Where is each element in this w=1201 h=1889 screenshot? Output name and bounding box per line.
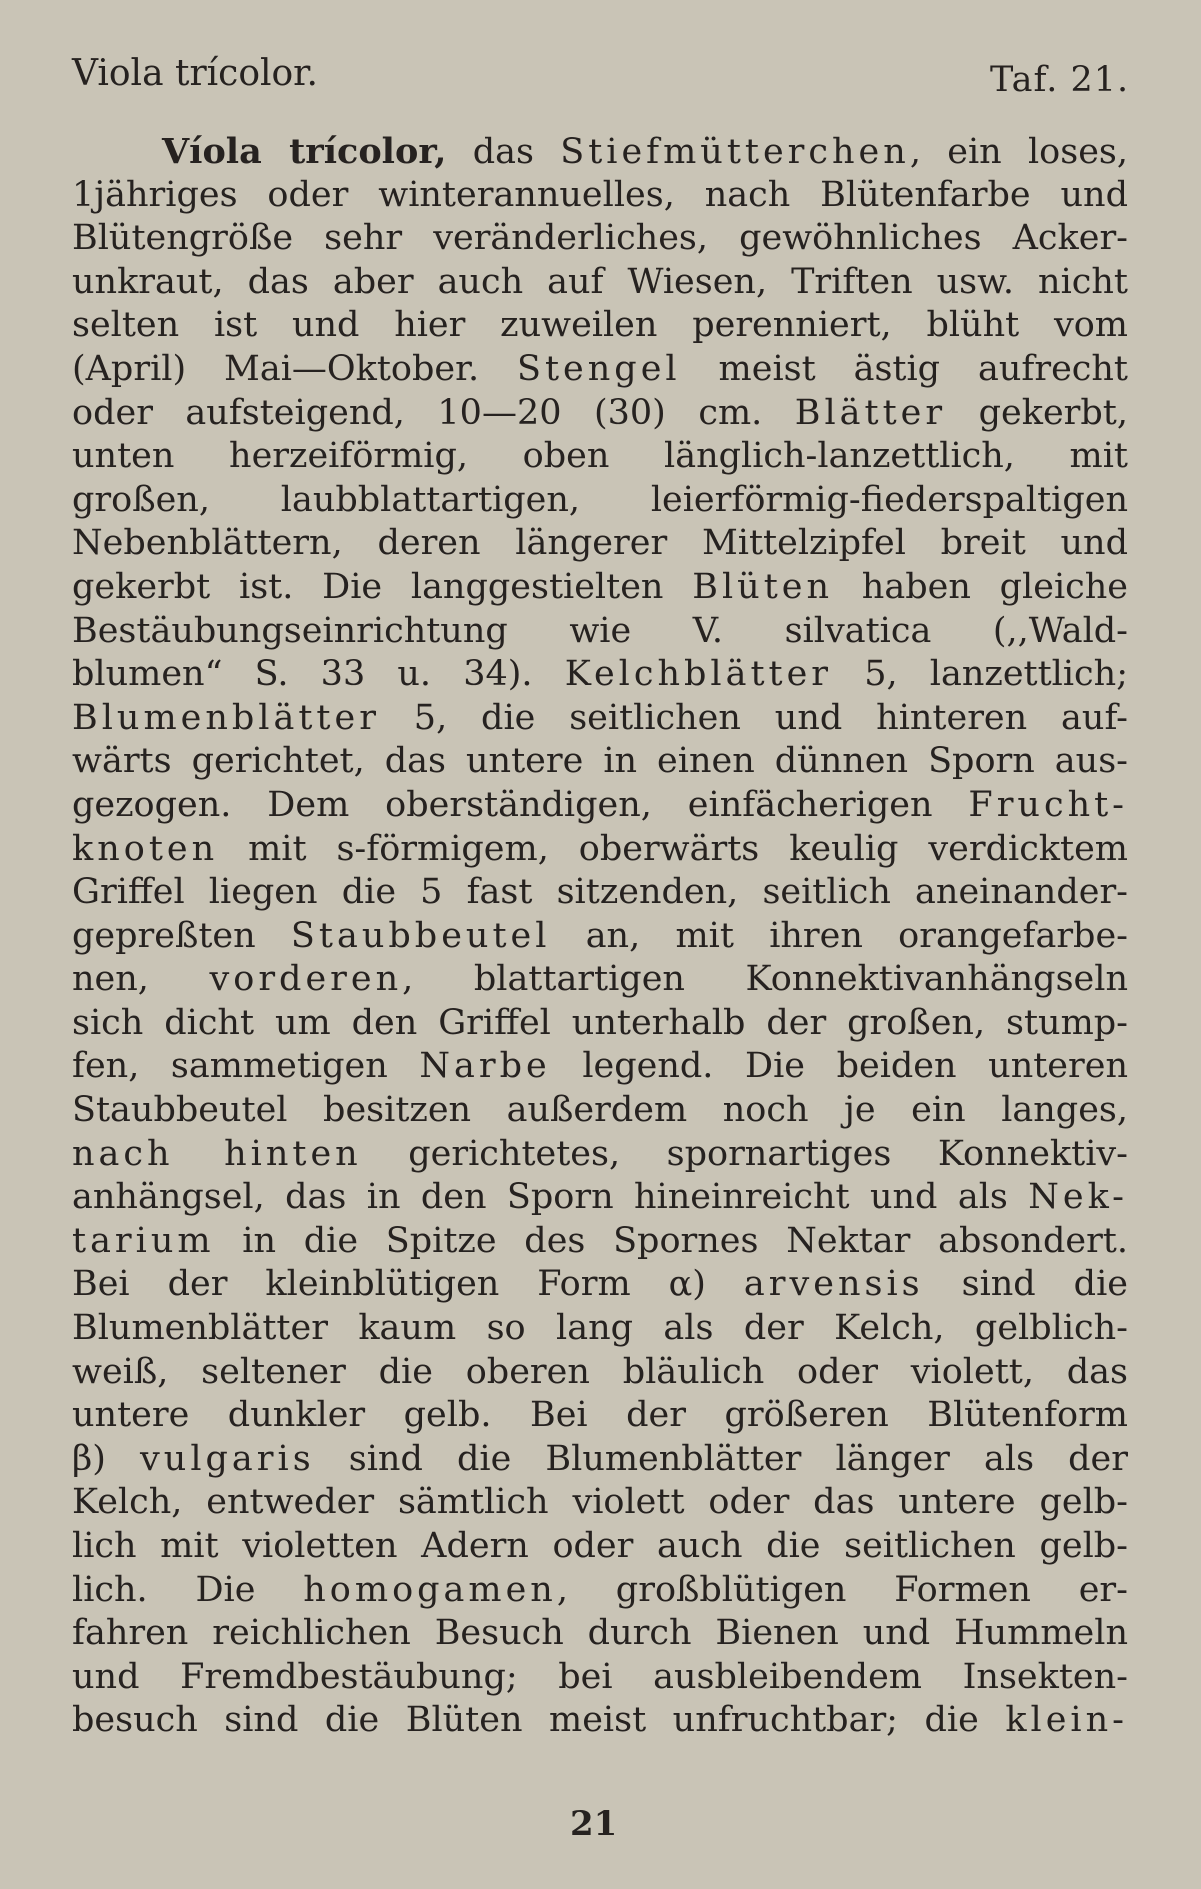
text-line-content <box>72 1525 1128 1569</box>
text-run: in die Spitze des Spornes Nektar absondert. <box>214 1220 1128 1261</box>
text-line <box>72 130 1128 174</box>
text-run: legend. Die beiden unteren <box>550 1046 1128 1087</box>
running-title: Viola trícolor. <box>72 53 318 94</box>
text-run: unten herzeiförmig, oben länglich-lanzettlich, mit <box>72 436 1128 477</box>
text-run: selten ist und hier zuweilen perenniert, blüht vom <box>72 305 1128 346</box>
text-run: (April) Mai—Oktober. <box>72 348 518 389</box>
text-line-content <box>72 566 1128 610</box>
text-line-content <box>72 1307 1128 1351</box>
text-line-content <box>72 1438 1128 1482</box>
plate-number: Taf. 21. <box>990 60 1130 100</box>
text-line <box>72 1525 1128 1569</box>
spaced-term: Narbe <box>419 1046 551 1087</box>
spaced-term: tarium <box>72 1220 215 1261</box>
text-line <box>72 479 1128 523</box>
body-text <box>72 130 1128 1743</box>
text-line <box>72 1045 1128 1089</box>
text-line-content <box>72 1263 1128 1307</box>
text-line-content <box>72 348 1128 392</box>
text-line <box>72 653 1128 697</box>
text-line <box>72 871 1128 915</box>
text-line <box>72 1089 1128 1133</box>
text-line-content <box>72 304 1128 348</box>
text-run: fen, sammetigen <box>72 1046 420 1087</box>
spaced-term: homogamen <box>303 1569 557 1610</box>
text-line-content <box>72 697 1128 741</box>
text-run: Bestäubungseinrichtung wie V. silvatica (,,Wald- <box>72 610 1128 651</box>
text-line <box>72 392 1128 436</box>
spaced-term: knoten <box>72 828 219 869</box>
text-line <box>72 915 1128 959</box>
text-line <box>72 784 1128 828</box>
text-line <box>72 1699 1128 1743</box>
text-line <box>72 740 1128 784</box>
text-run: mit s-förmigem, oberwärts keulig verdicktem <box>218 828 1128 869</box>
spaced-term: Nek- <box>1028 1177 1128 1218</box>
text-line <box>72 1176 1128 1220</box>
text-run: unkraut, das aber auch auf Wiesen, Triften usw. nicht <box>72 261 1128 302</box>
text-run: gerichtetes, spornartiges Konnektiv- <box>361 1133 1128 1174</box>
text-run: nen, <box>72 959 210 1000</box>
spaced-term: Stiefmütterchen <box>560 132 910 172</box>
text-line-content <box>72 174 1128 218</box>
bold-term: Víola trícolor, <box>162 131 447 172</box>
text-run: lich. Die <box>72 1569 304 1610</box>
text-line-content <box>72 1045 1128 1089</box>
text-line-content <box>72 1656 1128 1700</box>
text-line <box>72 1133 1128 1177</box>
spaced-term: arvensis <box>743 1264 924 1305</box>
text-run: lich mit violetten Adern oder auch die seitlichen gelb- <box>72 1526 1128 1566</box>
text-run: haben gleiche <box>833 566 1128 607</box>
text-run: , ein loses, <box>909 132 1128 172</box>
text-line <box>72 261 1128 305</box>
text-run: fahren reichlichen Besuch durch Bienen und Hummeln <box>72 1613 1128 1654</box>
text-line <box>72 348 1128 392</box>
text-run: untere dunkler gelb. Bei der größeren Blütenform <box>72 1395 1128 1436</box>
text-line <box>72 828 1128 872</box>
text-line-content <box>72 784 1128 828</box>
text-line-content <box>72 653 1128 697</box>
text-line <box>72 1481 1128 1525</box>
text-run: meist ästig aufrecht <box>680 348 1128 389</box>
text-line-content <box>72 1699 1128 1743</box>
text-run: Nebenblättern, deren längerer Mittelzipfel breit und <box>72 523 1128 564</box>
text-line <box>72 1612 1128 1656</box>
text-line <box>72 1656 1128 1700</box>
text-line <box>72 566 1128 610</box>
text-line-content <box>72 1394 1128 1438</box>
text-line <box>72 1438 1128 1482</box>
text-run: gekerbt ist. Die langgestielten <box>72 566 693 607</box>
text-line <box>72 1263 1128 1307</box>
text-run: und Fremdbestäubung; bei ausbleibendem Insekten- <box>72 1656 1128 1697</box>
text-line <box>72 1394 1128 1438</box>
spaced-term: nach hinten <box>72 1133 362 1174</box>
spaced-term: vorderen <box>209 959 403 1000</box>
text-line <box>72 958 1128 1002</box>
text-line <box>72 174 1128 218</box>
text-line <box>72 522 1128 566</box>
text-line <box>72 435 1128 479</box>
text-line <box>72 610 1128 654</box>
spaced-term: vulgaris <box>140 1438 315 1479</box>
text-run: , großblütigen Formen er- <box>556 1569 1128 1610</box>
text-line-content <box>72 958 1128 1002</box>
text-run: blumen“ S. 33 u. 34). <box>72 654 565 695</box>
text-run: gepreßten <box>72 915 291 956</box>
text-run: Blumenblätter kaum so lang als der Kelch, gelblich- <box>72 1308 1128 1349</box>
text-line-content <box>72 217 1128 261</box>
spaced-term: Blätter <box>794 392 947 433</box>
text-line-content <box>72 1002 1128 1046</box>
spaced-term: Kelchblätter <box>564 654 833 695</box>
text-run: 1jähriges oder winterannuelles, nach Blütenfarbe und <box>72 174 1128 215</box>
text-line-content <box>72 828 1128 872</box>
text-line <box>72 1307 1128 1351</box>
text-line-content <box>72 1612 1128 1656</box>
text-line <box>72 1569 1128 1613</box>
text-run: gekerbt, <box>946 392 1128 433</box>
text-run: besuch sind die Blüten meist unfruchtbar; die <box>72 1700 1006 1741</box>
text-line-content <box>72 1351 1128 1395</box>
text-line-content <box>72 1481 1128 1525</box>
spaced-term: klein- <box>1005 1700 1128 1741</box>
text-line-content <box>162 130 1128 174</box>
spaced-term: Stengel <box>517 348 681 389</box>
text-run: β) <box>72 1438 140 1479</box>
text-run: wärts gerichtet, das untere in einen dünnen Sporn aus- <box>72 741 1128 782</box>
text-run: sind die Blumenblätter länger als der <box>314 1438 1128 1479</box>
text-line-content <box>72 1176 1128 1220</box>
text-line <box>72 1351 1128 1395</box>
text-line-content <box>72 1089 1128 1133</box>
text-line-content <box>72 915 1128 959</box>
text-run: an, mit ihren orangefarbe- <box>550 915 1128 956</box>
text-run: sich dicht um den Griffel unterhalb der großen, stump- <box>72 1002 1128 1043</box>
text-run: Staubbeutel besitzen außerdem noch je ein langes, <box>72 1090 1128 1131</box>
spaced-term: Blumenblätter <box>72 697 380 738</box>
text-line <box>72 697 1128 741</box>
text-run: oder aufsteigend, 10—20 (30) cm. <box>72 392 795 433</box>
text-line-content <box>72 435 1128 479</box>
text-run: großen, laubblattartigen, leierförmig-fiederspaltigen <box>72 479 1128 520</box>
text-run: weiß, seltener die oberen bläulich oder violett, das <box>72 1351 1128 1392</box>
text-line <box>72 1220 1128 1264</box>
text-line-content <box>72 1133 1128 1177</box>
page-number: 21 <box>570 1804 618 1844</box>
text-run: Kelch, entweder sämtlich violett oder das untere gelb- <box>72 1482 1128 1523</box>
text-line-content <box>72 479 1128 523</box>
text-line-content <box>72 740 1128 784</box>
spaced-term: Staubbeutel <box>290 915 551 956</box>
text-line-content <box>72 1569 1128 1613</box>
text-line <box>72 1002 1128 1046</box>
text-line-content <box>72 1220 1128 1264</box>
text-line-content <box>72 610 1128 654</box>
text-line-content <box>72 261 1128 305</box>
text-line-content <box>72 522 1128 566</box>
text-run: Griffel liegen die 5 fast sitzenden, seitlich aneinander- <box>72 872 1128 913</box>
text-run: 5, die seitlichen und hinteren auf- <box>379 697 1128 738</box>
text-line-content <box>72 392 1128 436</box>
text-line <box>72 217 1128 261</box>
text-run: Bei der kleinblütigen Form α) <box>72 1264 744 1305</box>
text-run: Blütengröße sehr veränderliches, gewöhnliches Acker- <box>72 218 1128 259</box>
text-line <box>72 304 1128 348</box>
text-run: anhängsel, das in den Sporn hineinreicht und als <box>72 1177 1029 1218</box>
spaced-term: Blüten <box>692 566 834 607</box>
text-run: gezogen. Dem oberständigen, einfächerigen <box>72 784 969 825</box>
text-run: , blattartigen Konnektivanhängseln <box>402 959 1128 1000</box>
text-run: das <box>446 132 561 172</box>
text-run: sind die <box>923 1264 1128 1305</box>
text-line-content <box>72 871 1128 915</box>
spaced-term: Frucht- <box>968 784 1128 825</box>
text-run: 5, lanzettlich; <box>832 654 1128 695</box>
